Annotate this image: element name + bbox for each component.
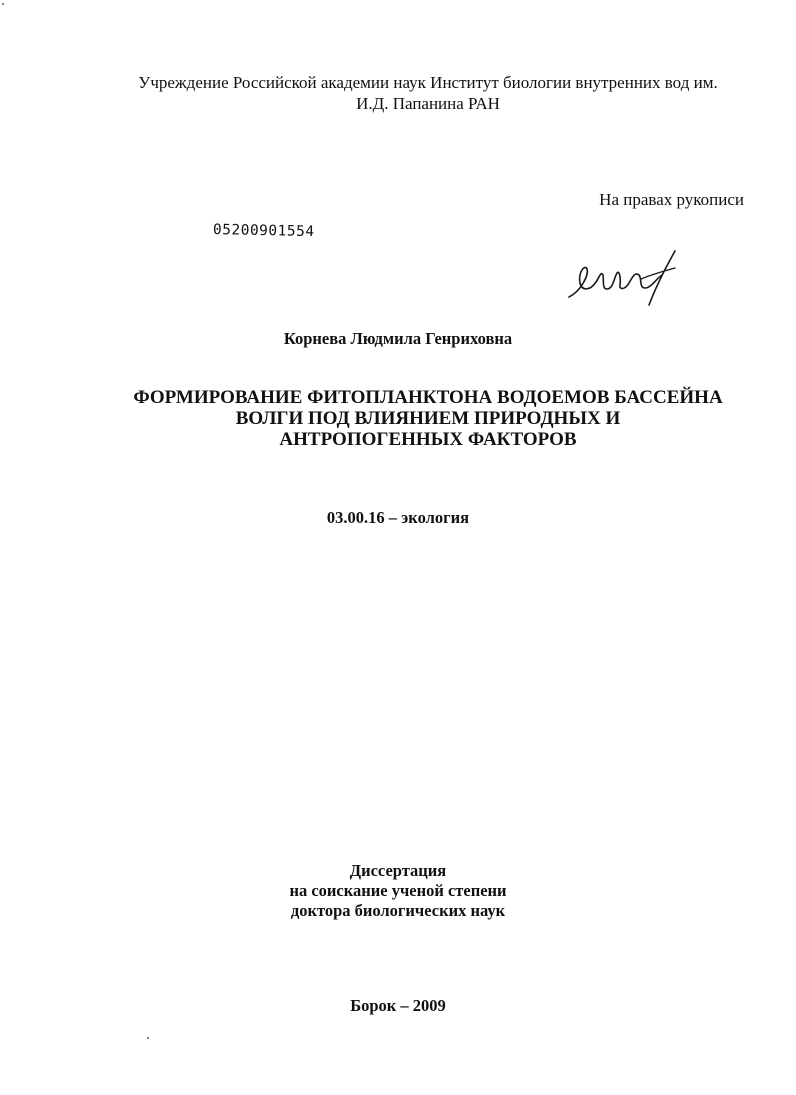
scan-speck [147, 1037, 149, 1039]
title-line-2: ВОЛГИ ПОД ВЛИЯНИЕМ ПРИРОДНЫХ И [235, 408, 621, 429]
document-code: 05200901554 [212, 222, 315, 241]
title-line-3: АНТРОПОГЕННЫХ ФАКТОРОВ [279, 429, 577, 450]
scan-speck [2, 3, 4, 5]
handwritten-signature-icon [563, 245, 685, 307]
institution-line-2: И.Д. Папанина РАН [356, 94, 500, 113]
rights-notice: На правах рукописи [599, 190, 744, 209]
specialty-code: 03.00.16 – экология [326, 508, 470, 527]
degree-line-2: на соискание ученой степени [289, 881, 507, 900]
dissertation-title [90, 387, 766, 450]
title-line-1: ФОРМИРОВАНИЕ ФИТОПЛАНКТОНА ВОДОЕМОВ БАССЕЙНА [133, 387, 723, 408]
place-year: Борок – 2009 [350, 996, 446, 1015]
degree-line-3: доктора биологических наук [290, 901, 506, 920]
author-name: Корнева Людмила Генриховна [283, 329, 513, 348]
degree-statement [0, 861, 796, 921]
institution-line-1: Учреждение Российской академии наук Институт биологии внутренних вод им. [138, 73, 718, 92]
degree-line-1: Диссертация [349, 861, 447, 880]
institution-name [100, 72, 756, 114]
